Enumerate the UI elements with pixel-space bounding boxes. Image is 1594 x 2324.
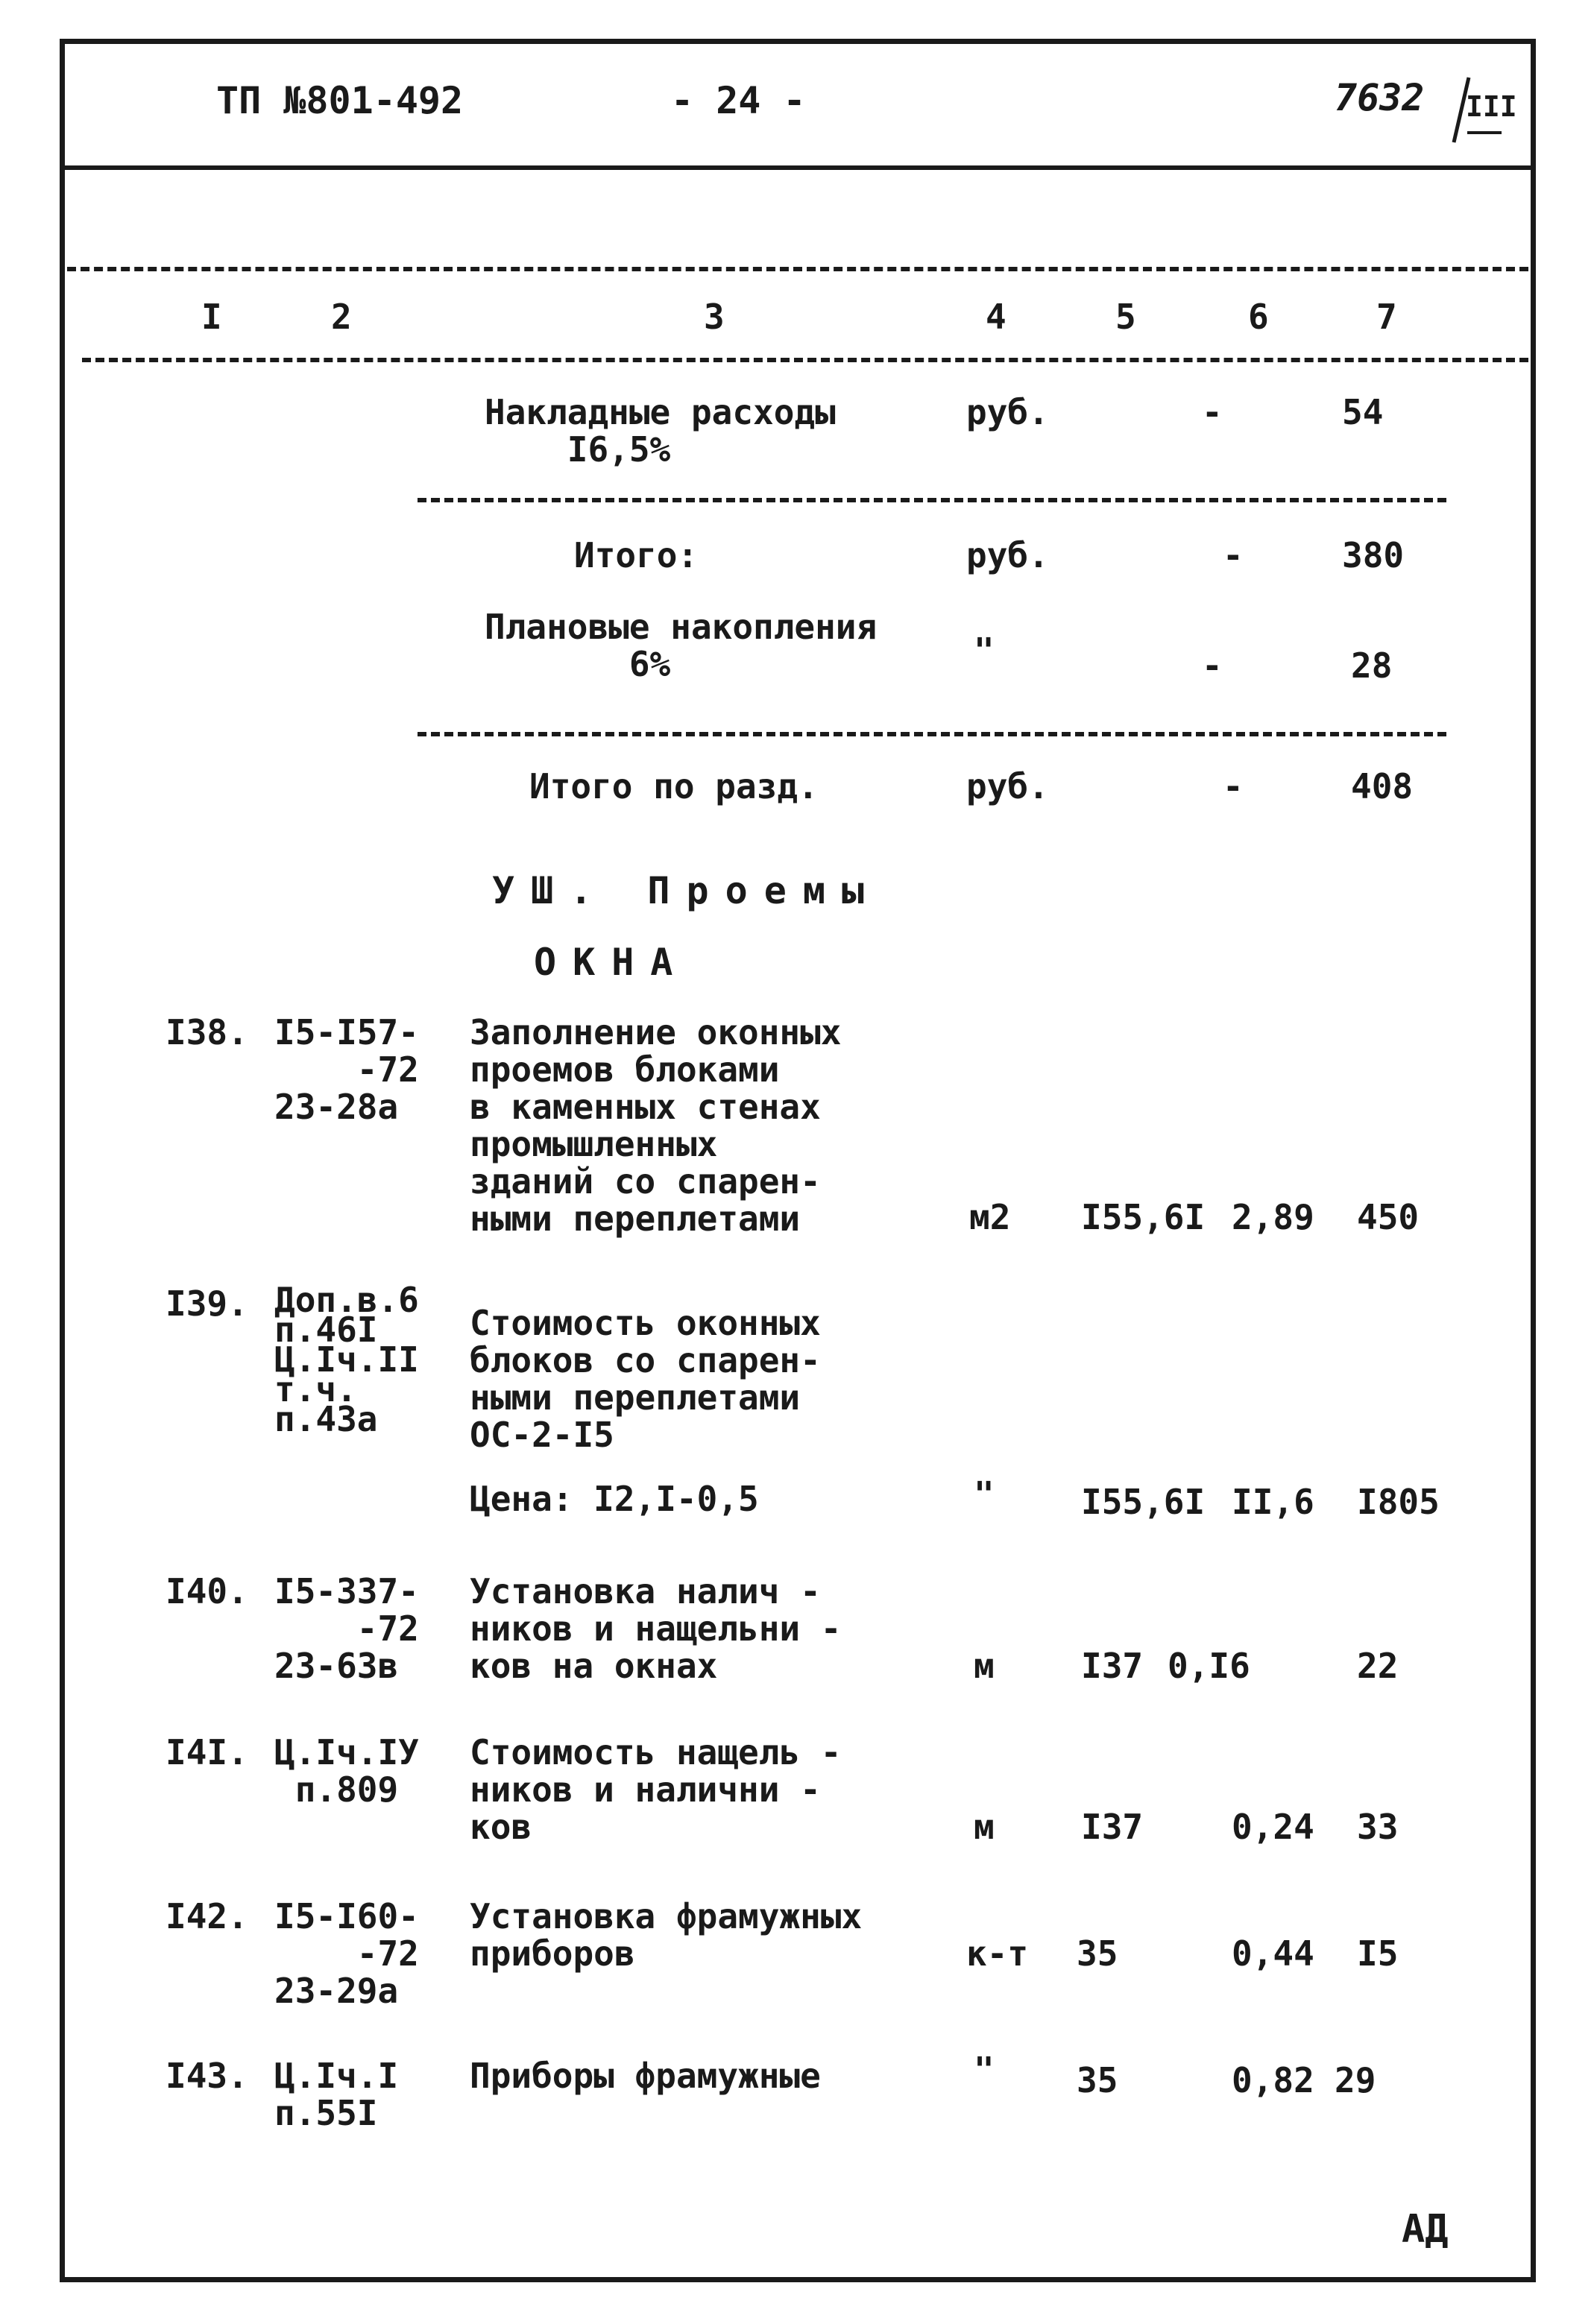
subtotal-rule-1 — [418, 498, 1446, 502]
row-number: I38. — [166, 1012, 248, 1052]
header-divider — [60, 165, 1536, 170]
column-header-top-rule — [67, 267, 1528, 271]
column-header-4: 4 — [986, 297, 1007, 337]
column-header-6: 6 — [1248, 297, 1269, 337]
overhead-unit: руб. — [966, 392, 1049, 432]
row-reference: I5-I60- -72 23-29а — [274, 1896, 419, 2011]
section-total-price: - — [1223, 766, 1244, 806]
sheet-part: III — [1466, 90, 1517, 123]
row-number: I39. — [166, 1283, 248, 1324]
row-total: 450 — [1357, 1197, 1420, 1237]
section-title: УШ. Проемы — [492, 869, 881, 912]
row-number: I4I. — [166, 1732, 248, 1772]
footer-initials: АД — [1402, 2207, 1449, 2252]
sheet-number: 7632 — [1335, 76, 1425, 119]
row-number: I43. — [166, 2056, 248, 2096]
row-quantity: I55,6I — [1081, 1482, 1206, 1522]
overhead-total: 54 — [1342, 392, 1384, 432]
row-unit-price: 0,24 — [1232, 1807, 1314, 1847]
planned-savings-total: 28 — [1351, 645, 1393, 686]
row-total: I5 — [1357, 1933, 1399, 1974]
row-total: 33 — [1357, 1807, 1399, 1847]
row-unit-price: 0,I6 — [1168, 1646, 1250, 1686]
row-unit: м — [974, 1646, 995, 1686]
row-description: Заполнение оконных проемов блоками в каменных стенах промышленных зданий со спарен- ными переплетами — [470, 1012, 842, 1239]
row-unit-price: II,6 — [1232, 1482, 1314, 1522]
row-quantity: 35 — [1077, 1933, 1118, 1974]
row-unit: " — [974, 2050, 995, 2090]
planned-savings-unit: " — [974, 631, 995, 671]
subtotal-rule-2 — [418, 732, 1446, 736]
row-description: Стоимость оконных блоков со спарен- ными переплетами ОС-2-I5 — [470, 1303, 821, 1455]
row-description: Приборы фрамужные — [470, 2056, 821, 2096]
row-unit: к-т — [966, 1933, 1029, 1974]
row-number: I40. — [166, 1571, 248, 1611]
row-unit-price: 0,44 — [1232, 1933, 1314, 1974]
total-unit: руб. — [966, 535, 1049, 575]
row-unit: м — [974, 1807, 995, 1847]
row-reference: Ц.Iч.I п.55I — [274, 2056, 399, 2133]
column-header-1: I — [201, 297, 222, 337]
row-unit: " — [974, 1474, 995, 1515]
overhead-label: Накладные расходы I6,5% — [485, 392, 836, 470]
row-description: Установка фрамужных приборов — [470, 1896, 863, 1974]
overhead-price: - — [1202, 392, 1223, 432]
row-total: 29 — [1335, 2060, 1376, 2100]
section-total-label: Итого по разд. — [529, 766, 819, 806]
planned-savings-price: - — [1202, 645, 1223, 686]
row-description: Стоимость нащель - ников и налични - ков — [470, 1732, 842, 1847]
column-header-5: 5 — [1115, 297, 1136, 337]
row-number: I42. — [166, 1896, 248, 1936]
row-description: Установка налич - ников и нащельни - ков на окнах — [470, 1571, 842, 1686]
planned-savings-label: Плановые накопления 6% — [485, 607, 878, 684]
row-unit-price: 0,82 — [1232, 2060, 1314, 2100]
row-quantity: I37 — [1081, 1646, 1144, 1686]
page-number: - 24 - — [671, 79, 806, 122]
column-header-bottom-rule — [82, 358, 1528, 362]
row-price-formula: Цена: I2,I-0,5 — [470, 1479, 759, 1519]
section-total-value: 408 — [1351, 766, 1414, 806]
row-reference: Ц.Iч.IУ п.809 — [274, 1732, 419, 1810]
total-price: - — [1223, 535, 1244, 575]
section-subtitle: ОКНА — [534, 941, 690, 984]
row-unit: м2 — [969, 1197, 1011, 1237]
row-unit-price: 2,89 — [1232, 1197, 1314, 1237]
column-header-7: 7 — [1376, 297, 1397, 337]
row-quantity: I37 — [1081, 1807, 1144, 1847]
doc-code: ТП №801-492 — [216, 79, 464, 122]
total-label: Итого: — [574, 535, 699, 575]
row-quantity: I55,6I — [1081, 1197, 1206, 1237]
row-total: 22 — [1357, 1646, 1399, 1686]
section-total-unit: руб. — [966, 766, 1049, 806]
column-header-2: 2 — [331, 297, 352, 337]
row-total: I805 — [1357, 1482, 1440, 1522]
row-quantity: 35 — [1077, 2060, 1118, 2100]
row-reference: I5-I57- -72 23-28а — [274, 1012, 419, 1127]
column-header-3: 3 — [704, 297, 725, 337]
row-reference: Доп.в.6 п.46I Ц.Iч.II т.ч. п.43а — [274, 1280, 419, 1439]
row-reference: I5-337- -72 23-63в — [274, 1571, 419, 1686]
total-value: 380 — [1342, 535, 1405, 575]
